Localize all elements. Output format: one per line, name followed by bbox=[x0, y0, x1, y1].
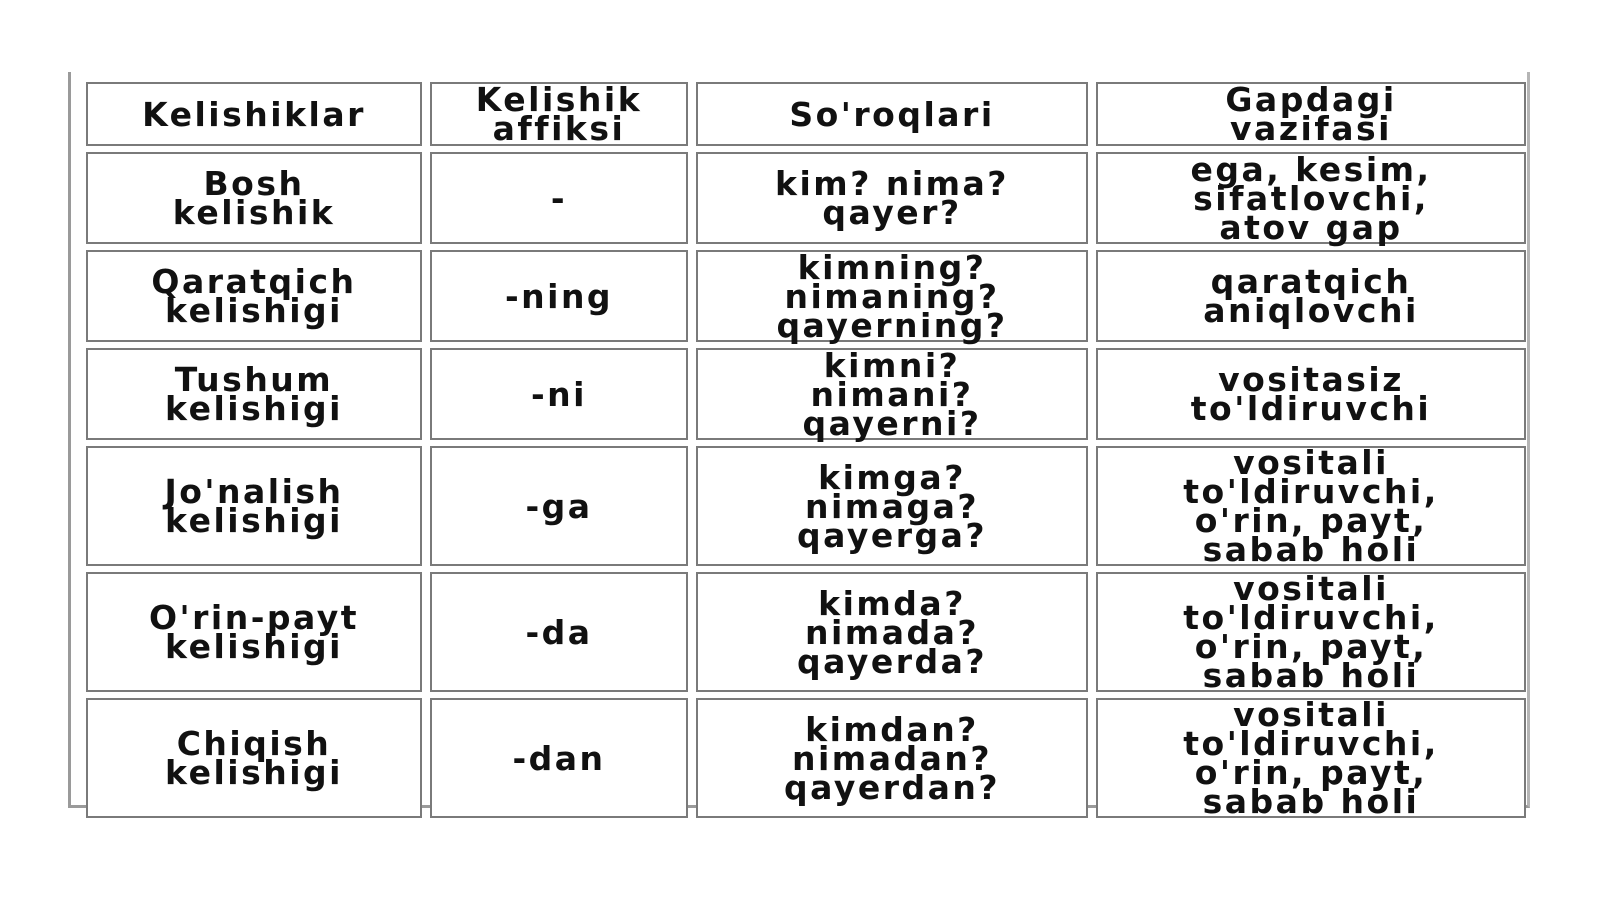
case-name-cell: Jo'nalish kelishigi bbox=[86, 446, 422, 566]
questions-cell: kimga? nimaga? qayerga? bbox=[696, 446, 1088, 566]
function-cell: vositali to'ldiruvchi, o'rin, payt, sabab holi bbox=[1096, 572, 1526, 692]
case-name-cell: Chiqish kelishigi bbox=[86, 698, 422, 818]
affix-cell: -ga bbox=[430, 446, 688, 566]
case-table bbox=[78, 76, 1534, 824]
affix-cell: -ning bbox=[430, 250, 688, 342]
table-row bbox=[86, 698, 1526, 818]
case-name-cell: Qaratqich kelishigi bbox=[86, 250, 422, 342]
affix-cell: - bbox=[430, 152, 688, 244]
table-row bbox=[86, 250, 1526, 342]
header-cell-vazifasi: Gapdagi vazifasi bbox=[1096, 82, 1526, 146]
header-cell-kelishiklar: Kelishiklar bbox=[86, 82, 422, 146]
questions-cell: kimning? nimaning? qayerning? bbox=[696, 250, 1088, 342]
function-cell: qaratqich aniqlovchi bbox=[1096, 250, 1526, 342]
questions-cell: kim? nima? qayer? bbox=[696, 152, 1088, 244]
header-cell-soroqlari: So'roqlari bbox=[696, 82, 1088, 146]
function-cell: vositali to'ldiruvchi, o'rin, payt, sabab holi bbox=[1096, 446, 1526, 566]
case-name-cell: Bosh kelishik bbox=[86, 152, 422, 244]
questions-cell: kimda? nimada? qayerda? bbox=[696, 572, 1088, 692]
table-row bbox=[86, 446, 1526, 566]
table-row bbox=[86, 152, 1526, 244]
affix-cell: -da bbox=[430, 572, 688, 692]
affix-cell: -dan bbox=[430, 698, 688, 818]
table-row bbox=[86, 348, 1526, 440]
function-cell: vositali to'ldiruvchi, o'rin, payt, sabab holi bbox=[1096, 698, 1526, 818]
function-cell: ega, kesim, sifatlovchi, atov gap bbox=[1096, 152, 1526, 244]
questions-cell: kimni? nimani? qayerni? bbox=[696, 348, 1088, 440]
header-row bbox=[86, 82, 1526, 146]
table-row bbox=[86, 572, 1526, 692]
header-cell-affiksi: Kelishik affiksi bbox=[430, 82, 688, 146]
affix-cell: -ni bbox=[430, 348, 688, 440]
function-cell: vositasiz to'ldiruvchi bbox=[1096, 348, 1526, 440]
case-name-cell: O'rin-payt kelishigi bbox=[86, 572, 422, 692]
case-name-cell: Tushum kelishigi bbox=[86, 348, 422, 440]
questions-cell: kimdan? nimadan? qayerdan? bbox=[696, 698, 1088, 818]
